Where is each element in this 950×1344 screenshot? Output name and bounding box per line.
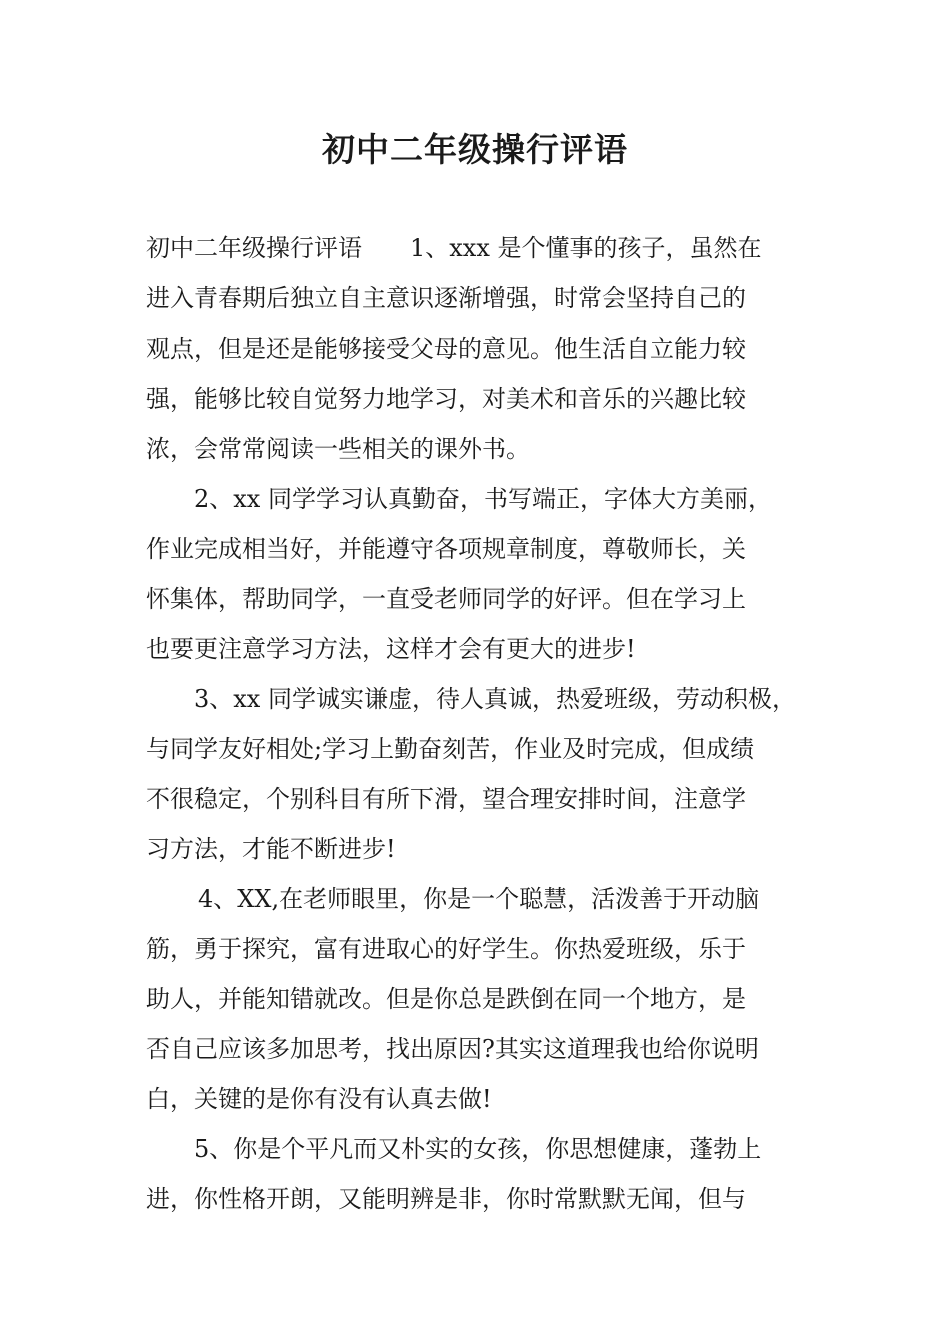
comment-1-start: 1、xxx 是个懂事的孩子，虽然在 (410, 234, 762, 262)
text-line: 也要更注意学习方法，这样才会有更大的进步! (146, 635, 636, 663)
document-title: 初中二年级操行评语 (322, 130, 628, 169)
text-line: 2、xx 同学学习认真勤奋，书写端正，字体大方美丽， (194, 485, 772, 513)
text-line: 强，能够比较自觉努力地学习，对美术和音乐的兴趣比较 (146, 385, 746, 413)
text-line: 与同学友好相处;学习上勤奋刻苦，作业及时完成，但成绩 (146, 735, 755, 763)
text-line: 3、xx 同学诚实谦虚，待人真诚，热爱班级，劳动积极， (194, 685, 796, 713)
text-line: 怀集体，帮助同学，一直受老师同学的好评。但在学习上 (146, 585, 746, 613)
text-line: 观点，但是还是能够接受父母的意见。他生活自立能力较 (146, 335, 746, 363)
text-line: 浓，会常常阅读一些相关的课外书。 (146, 435, 530, 463)
text-line: 5、你是个平凡而又朴实的女孩，你思想健康，蓬勃上 (194, 1135, 762, 1163)
text-line: 筋，勇于探究，富有进取心的好学生。你热爱班级，乐于 (146, 935, 746, 963)
text-line: 助人，并能知错就改。但是你总是跌倒在同一个地方，是 (146, 985, 746, 1013)
intro-heading: 初中二年级操行评语 (146, 234, 362, 262)
text-line: 否自己应该多加思考，找出原因?其实这道理我也给你说明 (146, 1035, 759, 1063)
text-line: 4、XX,在老师眼里，你是一个聪慧，活泼善于开动脑 (198, 885, 760, 913)
text-line: 习方法，才能不断进步! (146, 835, 396, 863)
text-line: 进，你性格开朗，又能明辨是非，你时常默默无闻，但与 (146, 1185, 746, 1213)
text-line: 作业完成相当好，并能遵守各项规章制度，尊敬师长，关 (146, 535, 746, 563)
text-line: 白，关键的是你有没有认真去做! (146, 1085, 492, 1113)
text-line (146, 230, 836, 266)
text-line: 进入青春期后独立自主意识逐渐增强，时常会坚持自己的 (146, 284, 746, 312)
text-line: 不很稳定，个别科目有所下滑，望合理安排时间，注意学 (146, 785, 746, 813)
